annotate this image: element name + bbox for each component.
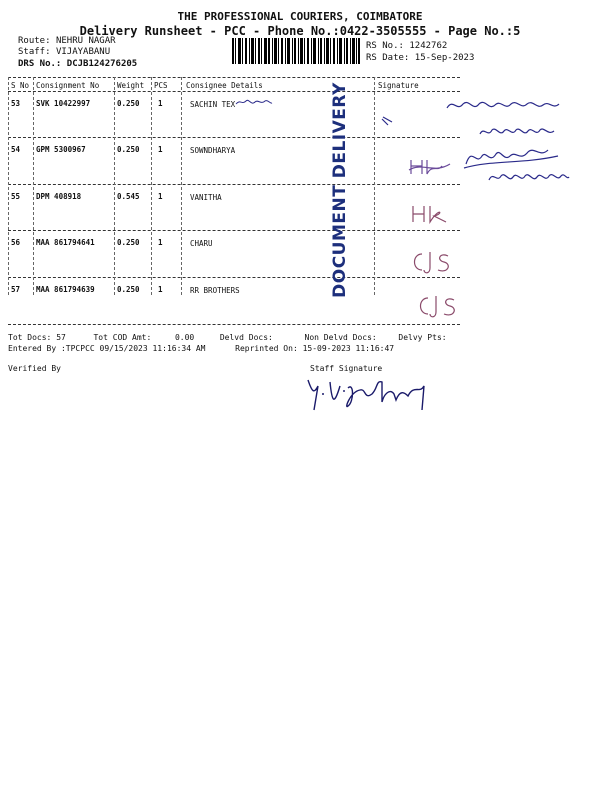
rs-date-value: 15-Sep-2023: [414, 53, 475, 63]
col-rule: [8, 77, 9, 295]
row-55-pcs: 1: [158, 192, 163, 201]
row-53-sno: 53: [11, 99, 21, 108]
route-value: NEHRU NAGAR: [55, 36, 116, 46]
col-rule: [374, 77, 375, 295]
rs-no-line: [366, 41, 447, 51]
col-header-consignment: Consignment No: [36, 81, 100, 90]
row-rule: [8, 230, 460, 231]
runsheet-subtitle: Delivery Runsheet - PCC - Phone No.:0422-3505555 - Page No.:5: [79, 24, 521, 38]
table-top-rule: [8, 77, 460, 78]
company-title: THE PROFESSIONAL COURIERS, COIMBATORE: [177, 10, 423, 23]
staff-signature-label: Staff Signature: [310, 364, 383, 373]
staff-signature: [304, 372, 444, 420]
row-56-handwritten-mark: [410, 248, 454, 280]
rs-date-line: [366, 53, 474, 63]
rs-no-label: RS No.:: [366, 41, 404, 51]
row-53-tick-mark: [380, 112, 396, 131]
col-header-consignee: Consignee Details: [186, 81, 263, 90]
reprinted-on: Reprinted On: 15-09-2023 11:16:47: [235, 344, 395, 353]
staff-label: Staff:: [18, 47, 51, 57]
row-53-weight: 0.250: [117, 99, 140, 108]
row-53-handwritten-name: [234, 94, 274, 113]
entered-by: Entered By :TPCPCC 09/15/2023 11:16:34 AM: [8, 344, 206, 353]
barcode: [232, 38, 360, 64]
row-54-pcs: 1: [158, 145, 163, 154]
row-rule: [8, 184, 460, 185]
row-54-consignee: SOWNDHARYA: [190, 146, 236, 155]
row-53-pcs: 1: [158, 99, 163, 108]
row-56-sno: 56: [11, 238, 21, 247]
row-57-weight: 0.250: [117, 285, 140, 294]
col-header-pcs: PCS: [154, 81, 168, 90]
row-54-handwritten-mark: [408, 154, 452, 182]
col-header-sno: S No: [11, 81, 30, 90]
drs-value: DCJB124276205: [66, 59, 138, 69]
row-56-consignment: MAA 861794641: [36, 238, 95, 247]
route-line: [18, 36, 116, 46]
row-55-handwritten-mark: [410, 202, 454, 230]
row-54-weight: 0.250: [117, 145, 140, 154]
col-header-weight: Weight: [117, 81, 145, 90]
row-55-weight: 0.545: [117, 192, 140, 201]
row-55-consignment: DPM 408918: [36, 192, 82, 201]
row-57-consignment: MAA 861794639: [36, 285, 95, 294]
row-57-pcs: 1: [158, 285, 163, 294]
totals-line: [8, 333, 447, 342]
drs-label: DRS No.:: [18, 59, 62, 69]
row-53-handwritten-phone1: [445, 96, 565, 118]
route-label: Route:: [18, 36, 51, 46]
row-rule: [8, 137, 460, 138]
tot-docs-value: 57: [56, 333, 66, 342]
tot-cod-label: Tot COD Amt:: [93, 333, 152, 342]
row-53-handwritten-phone2: [478, 124, 558, 144]
row-54-sno: 54: [11, 145, 21, 154]
staff-line: [18, 47, 110, 57]
col-rule: [151, 77, 152, 295]
table-bottom-rule: [8, 324, 460, 325]
col-rule: [114, 77, 115, 295]
col-header-signature: Signature: [378, 81, 419, 90]
table-header-rule: [8, 91, 460, 92]
row-57-handwritten-mark: [416, 292, 460, 324]
row-55-sno: 55: [11, 192, 21, 201]
staff-value: VIJAYABANU: [55, 47, 111, 57]
delvy-pts-label: Delvy Pts:: [398, 333, 447, 342]
row-53-consignment: SVK 10422997: [36, 99, 91, 108]
row-56-weight: 0.250: [117, 238, 140, 247]
col-rule: [181, 77, 182, 295]
row-53-consignee: SACHIN TEX: [190, 100, 236, 109]
row-54-consignment: GPM 5300967: [36, 145, 86, 154]
row-rule: [8, 277, 460, 278]
rs-no-value: 1242762: [409, 41, 448, 51]
row-57-consignee: RR BROTHERS: [190, 286, 240, 295]
delvd-docs-label: Delvd Docs:: [219, 333, 273, 342]
rs-date-label: RS Date:: [366, 53, 410, 63]
row-55-consignee: VANITHA: [190, 193, 222, 202]
tot-docs-label: Tot Docs:: [8, 333, 52, 342]
row-57-sno: 57: [11, 285, 21, 294]
col-rule: [33, 77, 34, 295]
non-delvd-docs-label: Non Delvd Docs:: [304, 333, 377, 342]
tot-cod-value: 0.00: [174, 333, 195, 342]
row-56-consignee: CHARU: [190, 239, 213, 248]
entered-line: [8, 344, 394, 353]
document-delivery-stamp: DOCUMENT DELIVERY: [330, 82, 350, 298]
verified-by-label: Verified By: [8, 364, 61, 373]
drs-line: [18, 59, 137, 69]
row-54-handwritten-phone: [487, 168, 571, 190]
row-56-pcs: 1: [158, 238, 163, 247]
